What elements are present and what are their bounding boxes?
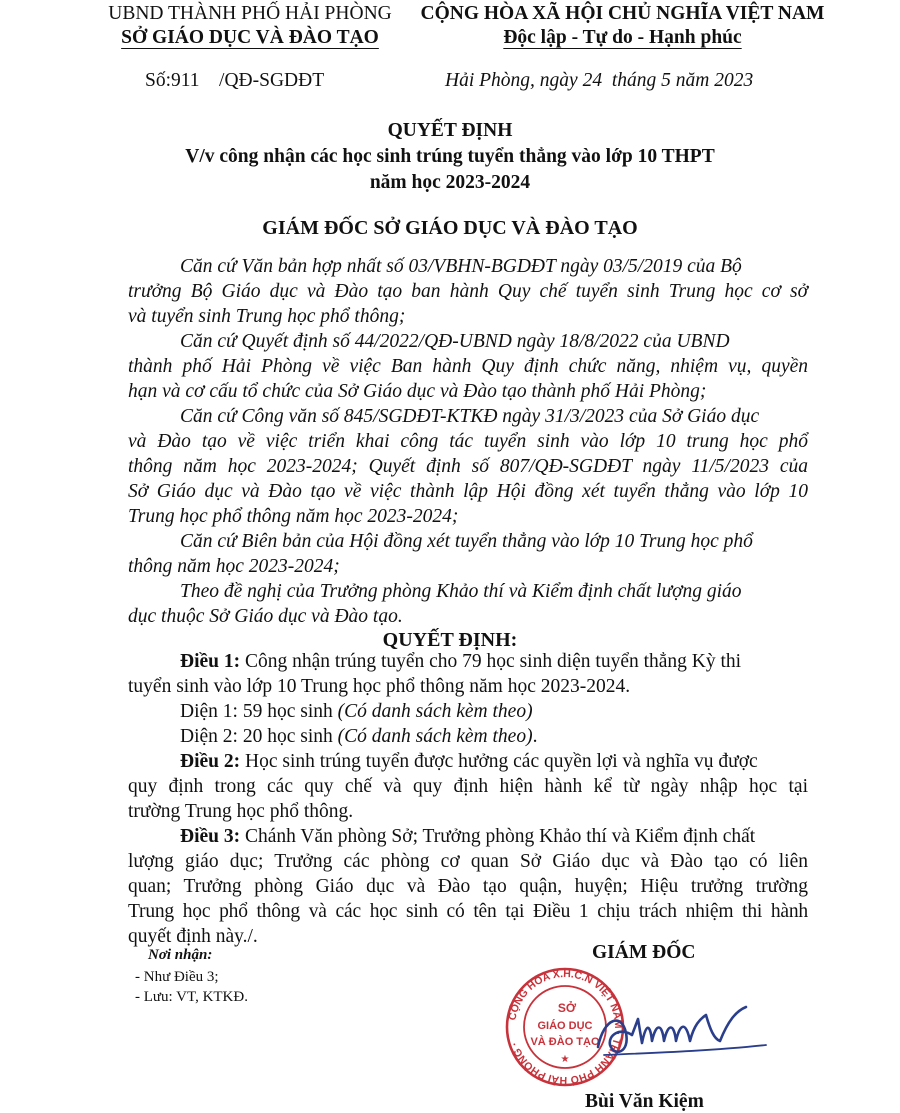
article-2-line-2: quy định trong các quy chế và quy định hiện hành kể từ ngày nhập học tại xyxy=(128,776,808,797)
seal-ring-text: CỘNG HÒA X.H.C.N VIỆT NAM · THÀNH PHỐ HẢI PHÒNG · xyxy=(506,967,625,1087)
category-2-end: . xyxy=(532,726,538,747)
recipients-heading: Nơi nhận: xyxy=(148,947,213,963)
preamble-3-line-3: thông năm học 2023-2024; Quyết định số 807/QĐ-SGDĐT ngày 11/5/2023 của xyxy=(128,456,808,477)
article-2-text: Học sinh trúng tuyển được hưởng các quyền lợi và nghĩa vụ được xyxy=(240,751,758,772)
preamble-5-line-1: Theo đề nghị của Trưởng phòng Khảo thí và Kiểm định chất lượng giáo xyxy=(180,581,742,602)
preamble-4-line-2: thông năm học 2023-2024; xyxy=(128,556,340,577)
category-1-note: (Có danh sách kèm theo) xyxy=(337,701,533,722)
department-name: SỞ GIÁO DỤC VÀ ĐÀO TẠO xyxy=(121,27,379,48)
article-2-line-1 xyxy=(180,750,758,775)
preamble-3-line-1: Căn cứ Công văn số 845/SGDĐT-KTKĐ ngày 31/3/2023 của Sở Giáo dục xyxy=(180,406,760,427)
national-motto xyxy=(410,2,835,50)
preamble-1-line-2: trưởng Bộ Giáo dục và Đào tạo ban hành Quy chế tuyển sinh Trung học cơ sở xyxy=(128,281,808,302)
article-1-text: Công nhận trúng tuyển cho 79 học sinh diện tuyển thẳng Kỳ thi xyxy=(240,651,742,672)
article-3-line-5: quyết định này./. xyxy=(128,926,258,947)
recipient-item: - Lưu: VT, KTKĐ. xyxy=(135,989,248,1005)
preamble-4-line-1: Căn cứ Biên bản của Hội đồng xét tuyển thẳng vào lớp 10 Trung học phổ xyxy=(180,531,753,552)
motto: Độc lập - Tự do - Hạnh phúc xyxy=(503,27,742,48)
document-type: QUYẾT ĐỊNH xyxy=(387,120,513,141)
seal-center-line-2: GIÁO DỤC xyxy=(537,1020,593,1032)
article-2-line-3: trường Trung học phổ thông. xyxy=(128,801,354,822)
category-2-text: Diện 2: 20 học sinh xyxy=(180,726,338,747)
seal-center-line-3: VÀ ĐÀO TẠO xyxy=(530,1036,600,1048)
preamble-3-line-5: Trung học phổ thông năm học 2023-2024; xyxy=(128,506,459,527)
place-date: Hải Phòng, ngày 24 tháng 5 năm 2023 xyxy=(445,70,754,91)
decision-heading: QUYẾT ĐỊNH: xyxy=(382,629,518,651)
preamble-5-line-2: dục thuộc Sở Giáo dục và Đào tạo. xyxy=(128,606,403,627)
seal-star-icon: ★ xyxy=(560,1054,570,1065)
category-2-note: (Có danh sách kèm theo) xyxy=(337,726,533,747)
category-1-text: Diện 1: 59 học sinh xyxy=(180,701,338,722)
recipient-item: - Như Điều 3; xyxy=(135,969,219,985)
signer-name: Bùi Văn Kiệm xyxy=(585,1091,704,1112)
article-3-text: Chánh Văn phòng Sở; Trưởng phòng Khảo thí và Kiểm định chất xyxy=(240,826,756,847)
document-subject-year: năm học 2023-2024 xyxy=(369,172,531,193)
preamble-3-line-4: Sở Giáo dục và Đào tạo về việc thành lập Hội đồng xét tuyển thẳng vào lớp 10 xyxy=(128,481,808,502)
preamble-1-line-3: và tuyển sinh Trung học phổ thông; xyxy=(128,306,406,327)
preamble-2-line-3: hạn và cơ cấu tổ chức của Sở Giáo dục và Đào tạo thành phố Hải Phòng; xyxy=(128,381,707,402)
signature-underline xyxy=(604,1045,766,1055)
article-2-label: Điều 2: xyxy=(180,751,241,772)
article-1-line-2: tuyển sinh vào lớp 10 Trung học phổ thông năm học 2023-2024. xyxy=(128,676,631,697)
seal-center-line-1: SỞ xyxy=(557,1001,577,1015)
preamble-1-line-1: Căn cứ Văn bản hợp nhất số 03/VBHN-BGDĐT ngày 03/5/2019 của Bộ xyxy=(180,256,742,277)
authority-heading: GIÁM ĐỐC SỞ GIÁO DỤC VÀ ĐÀO TẠO xyxy=(262,217,638,239)
article-3-label: Điều 3: xyxy=(180,826,241,847)
preamble-2-line-2: thành phố Hải Phòng về việc Ban hành Quy định chức năng, nhiệm vụ, quyền xyxy=(128,356,808,377)
article-1-line-1 xyxy=(180,650,741,675)
preamble-3-line-2: và Đào tạo về việc triển khai công tác tuyển sinh vào lớp 10 trung học phổ xyxy=(128,431,808,452)
country-name: CỘNG HÒA XÃ HỘI CHỦ NGHĨA VIỆT NAM xyxy=(420,3,825,24)
document-number: Số:911 /QĐ-SGDĐT xyxy=(145,70,325,91)
city-committee-name: UBND THÀNH PHỐ HẢI PHÒNG xyxy=(108,3,392,24)
article-3-line-2: lượng giáo dục; Trưởng các phòng cơ quan Sở Giáo dục và Đào tạo có liên xyxy=(128,851,808,872)
signature-stroke xyxy=(598,1007,746,1052)
handwritten-signature xyxy=(590,995,780,1065)
preamble-2-line-1: Căn cứ Quyết định số 44/2022/QĐ-UBND ngày 18/8/2022 của UBND xyxy=(180,331,730,352)
category-2 xyxy=(180,725,537,750)
article-3-line-4: Trung học phổ thông và các học sinh có tên tại Điều 1 chịu trách nhiệm thi hành xyxy=(128,901,808,922)
issuing-authority xyxy=(105,2,395,50)
signer-title: GIÁM ĐỐC xyxy=(592,942,696,963)
document-subject: V/v công nhận các học sinh trúng tuyển thẳng vào lớp 10 THPT xyxy=(185,146,715,167)
article-3-line-3: quan; Trưởng phòng Giáo dục và Đào tạo quận, huyện; Hiệu trưởng trường xyxy=(128,876,808,897)
category-1 xyxy=(180,700,533,725)
article-3-line-1 xyxy=(180,825,755,850)
article-1-label: Điều 1: xyxy=(180,651,241,672)
